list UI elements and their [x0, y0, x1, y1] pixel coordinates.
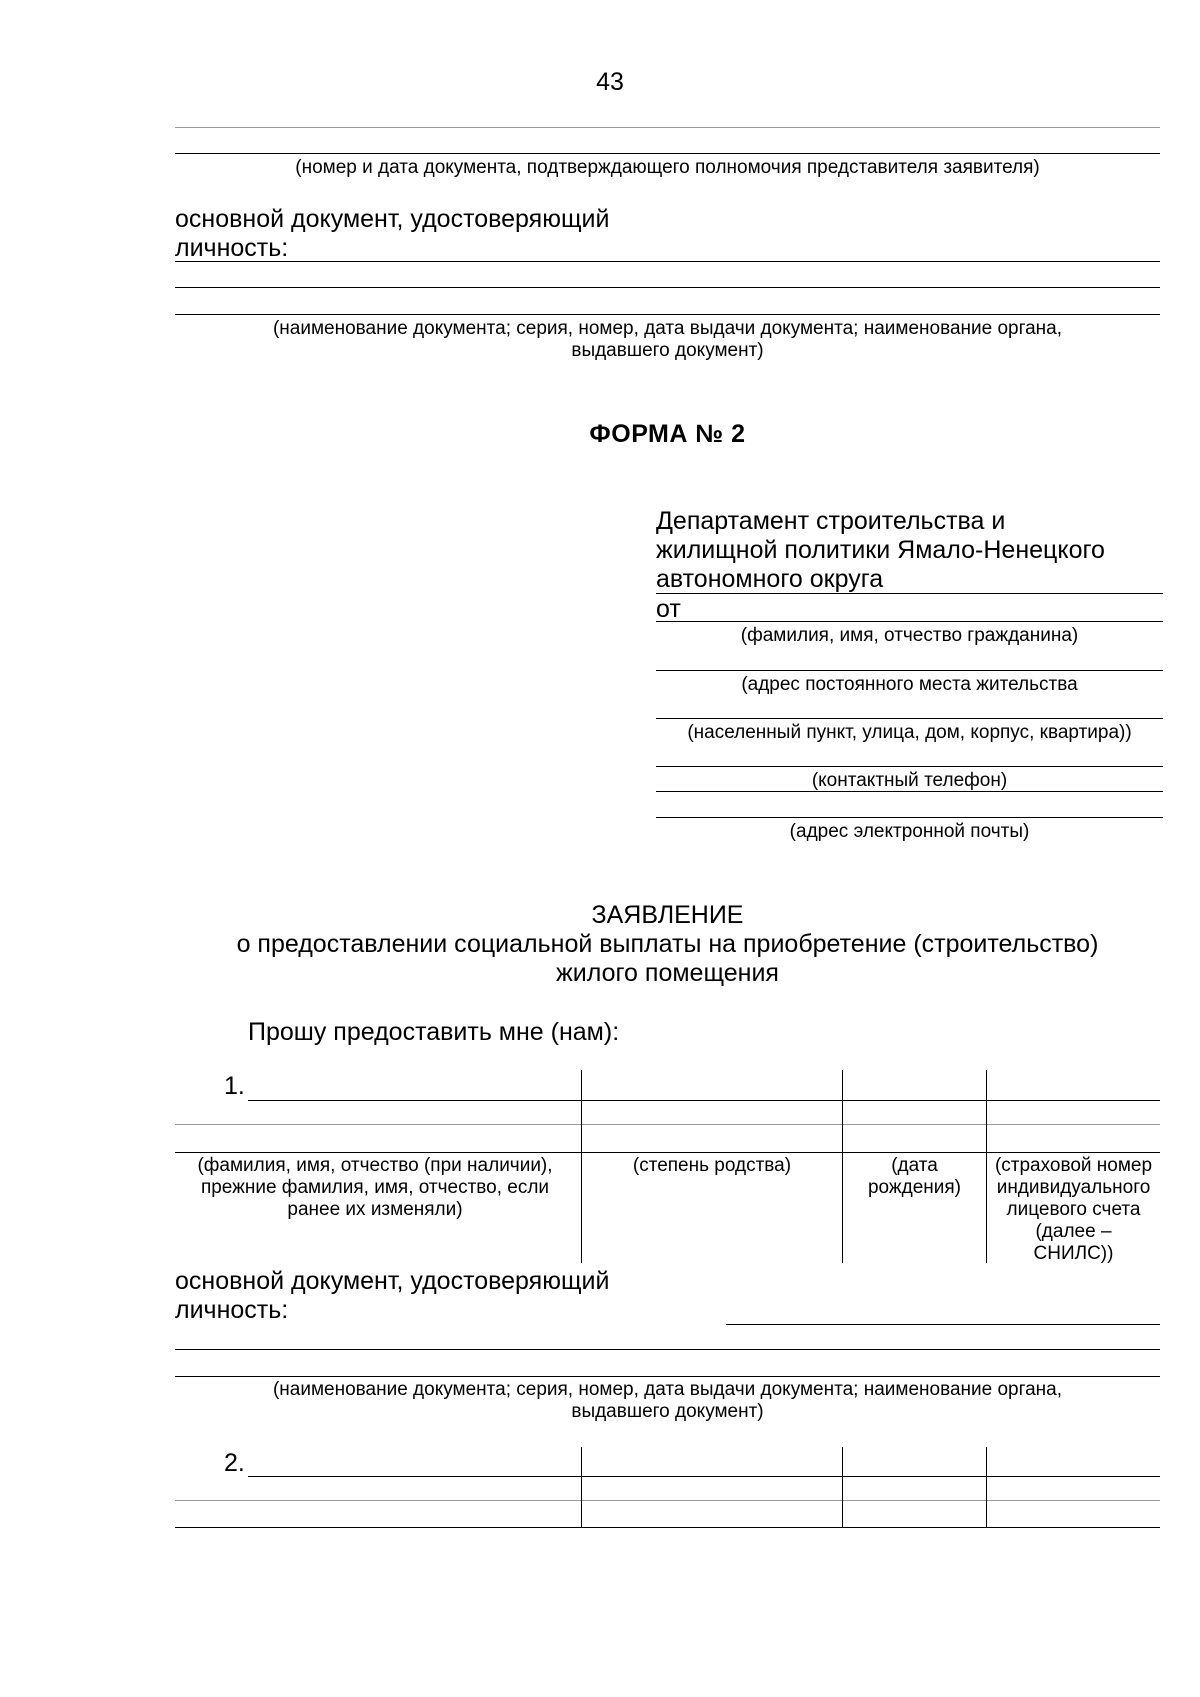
member-id-field-line3[interactable]: [175, 1376, 1160, 1377]
from-label: от: [656, 595, 681, 623]
member-id-caption-1: (наименование документа; серия, номер, дата выдачи документа; наименование органа,: [272, 1379, 1063, 1400]
col-snils-caption: [987, 1155, 1160, 1265]
col-birthdate-caption-l1: (дата: [891, 1155, 938, 1176]
statement-title: ЗАЯВЛЕНИЕ: [591, 901, 744, 929]
col-birthdate-caption-l2: рождения): [867, 1177, 961, 1198]
addressee-line3: автономного округа: [656, 565, 884, 593]
divider-line: [175, 127, 1160, 128]
col-birthdate-caption: [843, 1155, 986, 1199]
phone-field-line[interactable]: [656, 766, 1163, 767]
row1-field-line[interactable]: [248, 1100, 1160, 1101]
col-snils-caption-l1: (страховой номер: [994, 1155, 1153, 1176]
member-id-field-line2[interactable]: [175, 1349, 1160, 1350]
fio-caption: (фамилия, имя, отчество гражданина): [740, 625, 1079, 646]
col-snils-caption-l2: индивидуального: [996, 1177, 1151, 1198]
phone-underline: [656, 791, 1163, 792]
row2-grid-line: [175, 1500, 1160, 1501]
rep-doc-line[interactable]: [175, 153, 1160, 154]
addressee-underline: [656, 593, 1163, 594]
phone-caption: (контактный телефон): [811, 770, 1008, 791]
col-relation-caption: [582, 1155, 842, 1177]
col-fio-caption-l3: ранее их изменяли): [287, 1199, 463, 1220]
col-fio-caption: [175, 1155, 575, 1221]
request-text: Прошу предоставить мне (нам):: [248, 1018, 620, 1046]
member-id-caption-2: выдавшего документ): [571, 1401, 764, 1422]
row1-grid-line: [175, 1124, 1160, 1125]
id-doc-label-line1: основной документ, удостоверяющий: [175, 205, 610, 233]
table2-col-divider-2: [842, 1447, 843, 1527]
row2-field-line[interactable]: [248, 1476, 1160, 1477]
table2-col-divider-3: [986, 1447, 987, 1527]
addressee-line2: жилищной политики Ямало-Ненецкого: [656, 536, 1105, 564]
col-relation-caption-l1: (степень родства): [632, 1155, 792, 1176]
address-field-line[interactable]: [656, 670, 1163, 671]
member-id-label-line2: личность:: [175, 1296, 289, 1324]
fio-field-line[interactable]: [656, 621, 1163, 622]
member-id-field-line1[interactable]: [726, 1324, 1160, 1325]
id-doc-caption-2: выдавшего документ): [571, 340, 764, 361]
row1-bottom-line[interactable]: [175, 1152, 1160, 1153]
row2-number: 2.: [224, 1449, 245, 1477]
statement-subtitle-1: о предоставлении социальной выплаты на приобретение (строительство): [236, 930, 1099, 958]
row1-number: 1.: [224, 1072, 245, 1100]
addressee-line1: Департамент строительства и: [656, 507, 1006, 535]
table2-col-divider-1: [581, 1447, 582, 1527]
id-doc-field-line2[interactable]: [175, 287, 1160, 288]
address-field-line2[interactable]: [656, 718, 1163, 719]
page-number: 43: [596, 68, 624, 96]
email-caption: (адрес электронной почты): [789, 821, 1030, 842]
id-doc-field-line1[interactable]: [175, 261, 1160, 262]
col-snils-caption-l5: СНИЛС)): [1033, 1243, 1114, 1264]
id-doc-caption-1: (наименование документа; серия, номер, дата выдачи документа; наименование органа,: [272, 318, 1063, 339]
col-snils-caption-l4: (далее –: [1035, 1221, 1112, 1242]
form-title: ФОРМА № 2: [589, 420, 746, 448]
email-field-line[interactable]: [656, 817, 1163, 818]
id-doc-label-line2: личность:: [175, 234, 289, 262]
col-fio-caption-l1: (фамилия, имя, отчество (при наличии),: [197, 1155, 553, 1176]
id-doc-field-line3[interactable]: [175, 314, 1160, 315]
statement-subtitle-2: жилого помещения: [556, 959, 779, 987]
address-caption: (адрес постоянного места жительства: [741, 674, 1078, 695]
address-caption-2: (населенный пункт, улица, дом, корпус, квартира)): [687, 722, 1132, 743]
row2-bottom-line[interactable]: [175, 1527, 1160, 1528]
member-id-label-line1: основной документ, удостоверяющий: [175, 1267, 610, 1295]
col-snils-caption-l3: лицевого счета: [1006, 1199, 1141, 1220]
col-fio-caption-l2: прежние фамилия, имя, отчество, если: [200, 1177, 550, 1198]
rep-doc-caption: (номер и дата документа, подтверждающего полномочия представителя заявителя): [295, 157, 1040, 178]
